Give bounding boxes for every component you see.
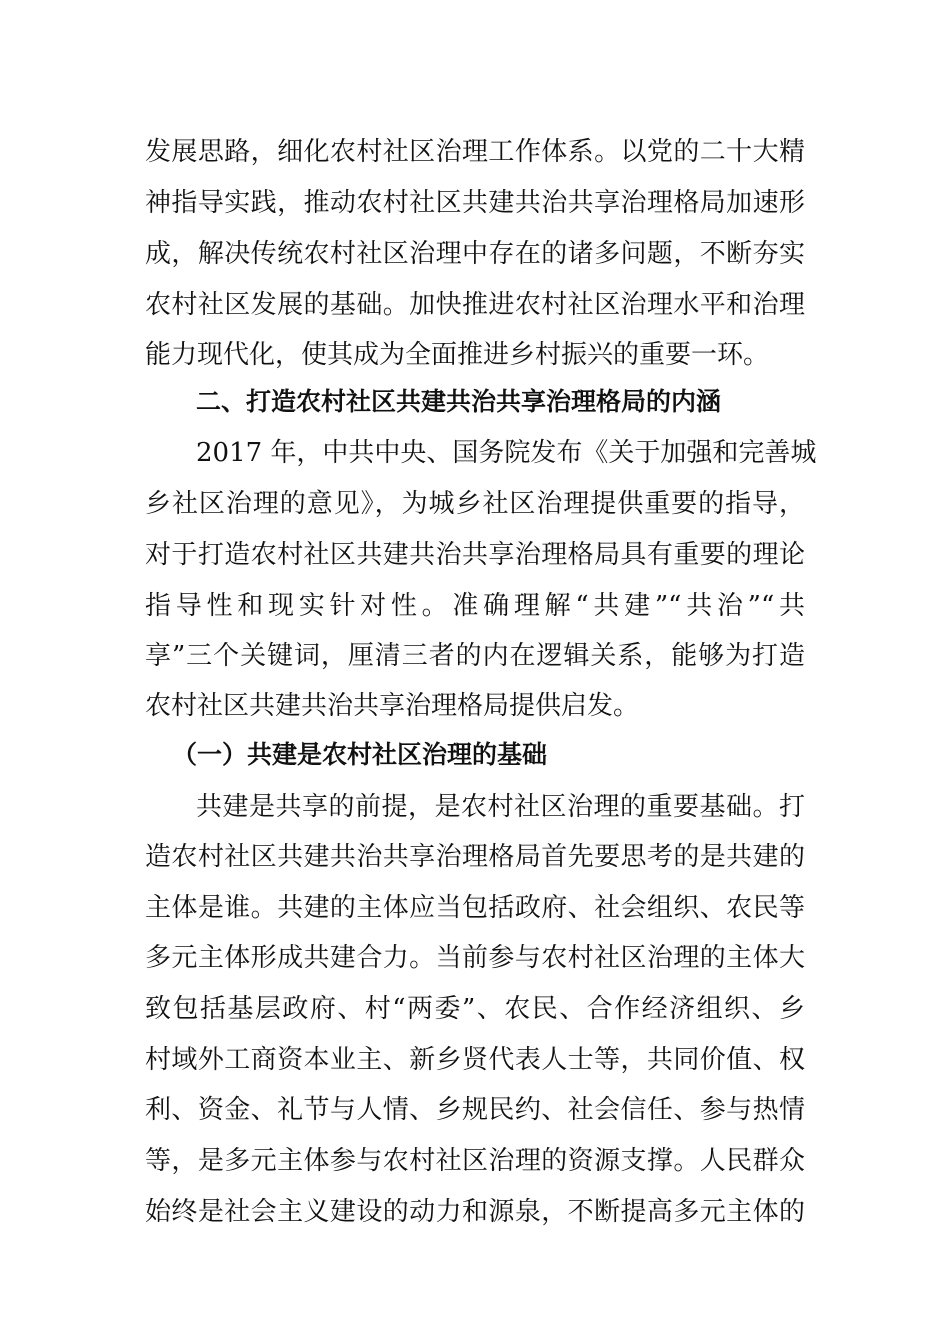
paragraph-line: 享”三个关键词，厘清三者的内在逻辑关系，能够为打造 xyxy=(145,641,805,671)
paragraph-line: 对于打造农村社区共建共治共享治理格局具有重要的理论 xyxy=(145,540,805,570)
paragraph-line: 能力现代化，使其成为全面推进乡村振兴的重要一环。 xyxy=(145,340,770,370)
paragraph-line: 始终是社会主义建设的动力和源泉，不断提高多元主体的 xyxy=(145,1197,805,1227)
paragraph-line: 等，是多元主体参与农村社区治理的资源支撑。人民群众 xyxy=(145,1146,805,1176)
paragraph-line: 多元主体形成共建合力。当前参与农村社区治理的主体大 xyxy=(145,943,805,973)
paragraph-line: 利、资金、礼节与人情、乡规民约、社会信任、参与热情 xyxy=(145,1095,805,1125)
paragraph-line: 成，解决传统农村社区治理中存在的诸多问题，不断夯实 xyxy=(145,239,805,269)
subsection-heading: （一）共建是农村社区治理的基础 xyxy=(172,740,548,769)
paragraph-line: 村域外工商资本业主、新乡贤代表人士等，共同价值、权 xyxy=(145,1045,805,1075)
section-heading: 二、打造农村社区共建共治共享治理格局的内涵 xyxy=(196,387,722,416)
paragraph-line: 农村社区发展的基础。加快推进农村社区治理水平和治理 xyxy=(145,290,805,320)
paragraph-line: 主体是谁。共建的主体应当包括政府、社会组织、农民等 xyxy=(145,893,805,923)
paragraph-line: 共建是共享的前提，是农村社区治理的重要基础。打 xyxy=(196,792,805,822)
paragraph-line: 造农村社区共建共治共享治理格局首先要思考的是共建的 xyxy=(145,842,805,872)
paragraph-line: 乡社区治理的意见》，为城乡社区治理提供重要的指导， xyxy=(145,489,805,519)
paragraph-line: 致包括基层政府、村“两委”、农民、合作经济组织、乡 xyxy=(145,994,805,1024)
paragraph-line: 2017 年，中共中央、国务院发布《关于加强和完善城 xyxy=(196,438,817,468)
paragraph-line: 神指导实践，推动农村社区共建共治共享治理格局加速形 xyxy=(145,188,805,218)
paragraph-line: 农村社区共建共治共享治理格局提供启发。 xyxy=(145,691,640,721)
paragraph-line: 发展思路，细化农村社区治理工作体系。以党的二十大精 xyxy=(145,137,805,167)
paragraph-line: 指导性和现实针对性。准确理解“共建”“共治”“共 xyxy=(145,591,805,621)
